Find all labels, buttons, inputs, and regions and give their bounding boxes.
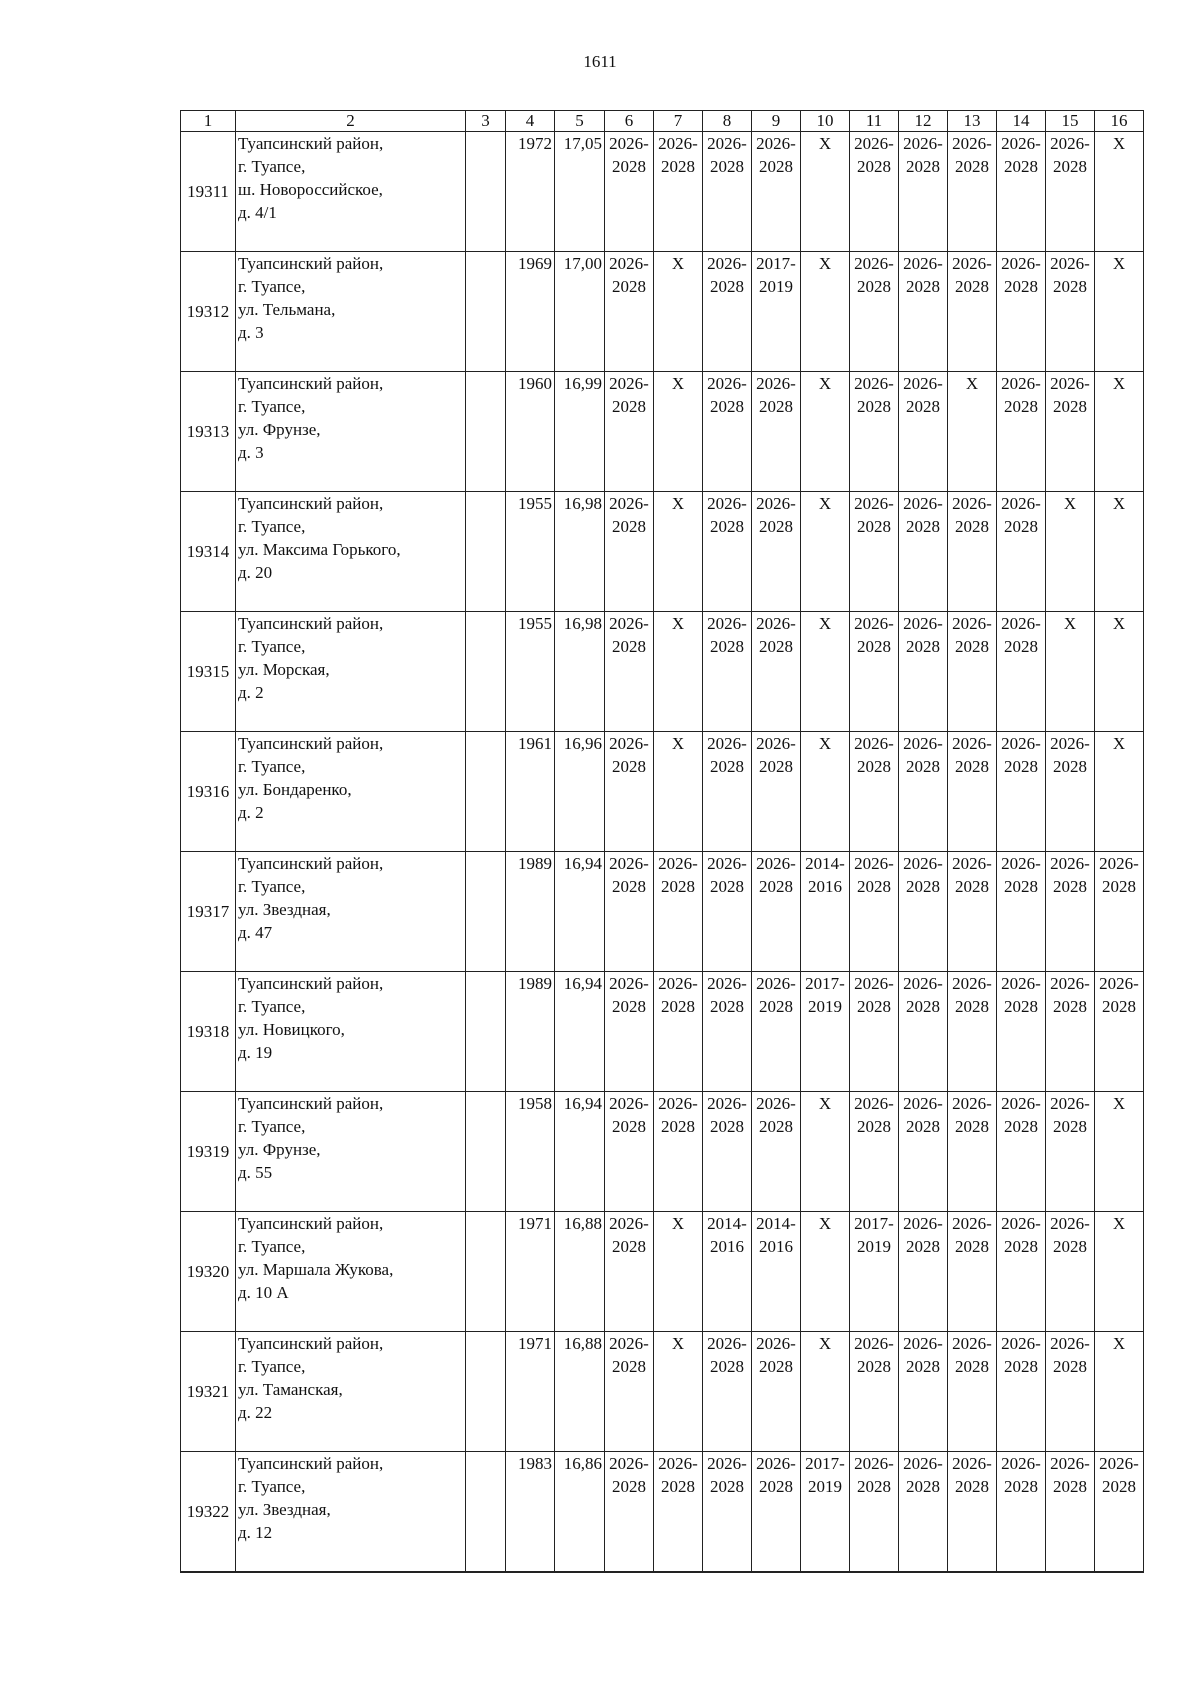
period-cell: 2026- 2028 bbox=[850, 1452, 899, 1572]
period-cell: 2026- 2028 bbox=[752, 372, 801, 492]
period-cell: 2017- 2019 bbox=[801, 972, 850, 1092]
address-line: д. 3 bbox=[238, 443, 264, 462]
address-cell bbox=[236, 1452, 466, 1572]
address-line: Туапсинский район, bbox=[238, 134, 384, 153]
period-cell: X bbox=[1095, 132, 1144, 252]
period-cell: 2026- 2028 bbox=[654, 1452, 703, 1572]
period-cell: 2026- 2028 bbox=[605, 1092, 654, 1212]
address-line: Туапсинский район, bbox=[238, 1094, 384, 1113]
period-cell: 2026- 2028 bbox=[752, 492, 801, 612]
period-cell: 2026- 2028 bbox=[654, 972, 703, 1092]
row-number: 19319 bbox=[181, 1092, 236, 1212]
column-header: 15 bbox=[1046, 111, 1095, 132]
period-cell: X bbox=[801, 1332, 850, 1452]
address-line: г. Туапсе, bbox=[238, 1237, 306, 1256]
period-cell: 2026- 2028 bbox=[605, 732, 654, 852]
period-cell: 2026- 2028 bbox=[703, 492, 752, 612]
row-number: 19317 bbox=[181, 852, 236, 972]
column-header: 9 bbox=[752, 111, 801, 132]
period-cell: X bbox=[1046, 612, 1095, 732]
table-row bbox=[181, 1332, 1144, 1452]
period-cell: 2026- 2028 bbox=[703, 372, 752, 492]
table-row bbox=[181, 132, 1144, 252]
column-3-cell bbox=[466, 1092, 506, 1212]
period-cell: 2026- 2028 bbox=[997, 852, 1046, 972]
period-cell: 2026- 2028 bbox=[850, 972, 899, 1092]
period-cell: 2026- 2028 bbox=[948, 252, 997, 372]
period-cell: 2026- 2028 bbox=[899, 972, 948, 1092]
column-header: 12 bbox=[899, 111, 948, 132]
table-row bbox=[181, 852, 1144, 972]
period-cell: 2026- 2028 bbox=[605, 852, 654, 972]
period-cell: X bbox=[801, 612, 850, 732]
period-cell: 2026- 2028 bbox=[703, 732, 752, 852]
period-cell: 2026- 2028 bbox=[703, 972, 752, 1092]
period-cell: 2026- 2028 bbox=[1046, 372, 1095, 492]
period-cell: X bbox=[1095, 372, 1144, 492]
year-cell: 1989 bbox=[506, 852, 555, 972]
address-line: д. 12 bbox=[238, 1523, 273, 1542]
address-cell bbox=[236, 732, 466, 852]
period-cell: 2026- 2028 bbox=[997, 492, 1046, 612]
address-line: Туапсинский район, bbox=[238, 494, 384, 513]
period-cell: 2026- 2028 bbox=[703, 612, 752, 732]
column-3-cell bbox=[466, 1332, 506, 1452]
period-cell: 2026- 2028 bbox=[899, 132, 948, 252]
table-row bbox=[181, 1092, 1144, 1212]
period-cell: X bbox=[654, 732, 703, 852]
address-line: г. Туапсе, bbox=[238, 1477, 306, 1496]
address-line: д. 19 bbox=[238, 1043, 273, 1062]
period-cell: X bbox=[654, 1212, 703, 1332]
table-row bbox=[181, 1452, 1144, 1572]
period-cell: X bbox=[654, 1332, 703, 1452]
period-cell: 2026- 2028 bbox=[752, 732, 801, 852]
period-cell: 2026- 2028 bbox=[605, 972, 654, 1092]
address-cell bbox=[236, 1212, 466, 1332]
period-cell: 2026- 2028 bbox=[1046, 252, 1095, 372]
row-number: 19313 bbox=[181, 372, 236, 492]
period-cell: X bbox=[654, 252, 703, 372]
value-cell: 16,96 bbox=[555, 732, 605, 852]
address-line: Туапсинский район, bbox=[238, 854, 384, 873]
period-cell: X bbox=[654, 492, 703, 612]
period-cell: 2026- 2028 bbox=[850, 252, 899, 372]
period-cell: 2026- 2028 bbox=[1046, 1212, 1095, 1332]
period-cell: 2026- 2028 bbox=[997, 972, 1046, 1092]
address-line: д. 2 bbox=[238, 683, 264, 702]
period-cell: 2026- 2028 bbox=[899, 1452, 948, 1572]
address-line: д. 3 bbox=[238, 323, 264, 342]
row-number: 19322 bbox=[181, 1452, 236, 1572]
period-cell: X bbox=[654, 372, 703, 492]
address-line: Туапсинский район, bbox=[238, 374, 384, 393]
column-header: 4 bbox=[506, 111, 555, 132]
period-cell: 2026- 2028 bbox=[752, 972, 801, 1092]
period-cell: X bbox=[1095, 732, 1144, 852]
table-row bbox=[181, 732, 1144, 852]
address-cell bbox=[236, 1332, 466, 1452]
address-line: г. Туапсе, bbox=[238, 157, 306, 176]
period-cell: 2026- 2028 bbox=[997, 1092, 1046, 1212]
column-header: 1 bbox=[181, 111, 236, 132]
period-cell: 2026- 2028 bbox=[850, 612, 899, 732]
address-line: д. 10 А bbox=[238, 1283, 289, 1302]
address-cell bbox=[236, 852, 466, 972]
period-cell: X bbox=[948, 372, 997, 492]
value-cell: 16,98 bbox=[555, 492, 605, 612]
table-row bbox=[181, 1212, 1144, 1332]
period-cell: 2017- 2019 bbox=[752, 252, 801, 372]
year-cell: 1983 bbox=[506, 1452, 555, 1572]
value-cell: 16,94 bbox=[555, 852, 605, 972]
address-line: г. Туапсе, bbox=[238, 757, 306, 776]
table-body bbox=[181, 132, 1144, 1572]
address-line: Туапсинский район, bbox=[238, 1454, 384, 1473]
period-cell: 2026- 2028 bbox=[752, 132, 801, 252]
period-cell: X bbox=[1095, 1212, 1144, 1332]
table-row bbox=[181, 972, 1144, 1092]
column-header: 3 bbox=[466, 111, 506, 132]
address-cell bbox=[236, 972, 466, 1092]
column-3-cell bbox=[466, 1212, 506, 1332]
row-number: 19318 bbox=[181, 972, 236, 1092]
column-3-cell bbox=[466, 252, 506, 372]
address-line: Туапсинский район, bbox=[238, 974, 384, 993]
period-cell: 2026- 2028 bbox=[654, 1092, 703, 1212]
period-cell: 2026- 2028 bbox=[899, 732, 948, 852]
period-cell: 2026- 2028 bbox=[997, 732, 1046, 852]
period-cell: 2026- 2028 bbox=[997, 612, 1046, 732]
address-line: г. Туапсе, bbox=[238, 397, 306, 416]
value-cell: 17,00 bbox=[555, 252, 605, 372]
year-cell: 1961 bbox=[506, 732, 555, 852]
period-cell: 2026- 2028 bbox=[850, 492, 899, 612]
address-cell bbox=[236, 612, 466, 732]
period-cell: X bbox=[801, 1092, 850, 1212]
period-cell: 2026- 2028 bbox=[899, 372, 948, 492]
address-cell bbox=[236, 1092, 466, 1212]
address-line: г. Туапсе, bbox=[238, 997, 306, 1016]
address-line: ш. Новороссийское, bbox=[238, 180, 383, 199]
period-cell: 2026- 2028 bbox=[899, 492, 948, 612]
column-header: 11 bbox=[850, 111, 899, 132]
value-cell: 17,05 bbox=[555, 132, 605, 252]
period-cell: 2026- 2028 bbox=[1095, 852, 1144, 972]
period-cell: 2026- 2028 bbox=[703, 1452, 752, 1572]
column-3-cell bbox=[466, 732, 506, 852]
period-cell: 2026- 2028 bbox=[899, 612, 948, 732]
period-cell: 2026- 2028 bbox=[1046, 852, 1095, 972]
period-cell: X bbox=[1046, 492, 1095, 612]
address-line: ул. Фрунзе, bbox=[238, 1140, 321, 1159]
period-cell: 2026- 2028 bbox=[605, 1212, 654, 1332]
period-cell: 2026- 2028 bbox=[1046, 1332, 1095, 1452]
address-cell bbox=[236, 132, 466, 252]
period-cell: 2026- 2028 bbox=[605, 1332, 654, 1452]
period-cell: 2026- 2028 bbox=[997, 1332, 1046, 1452]
year-cell: 1955 bbox=[506, 612, 555, 732]
period-cell: X bbox=[801, 252, 850, 372]
address-line: г. Туапсе, bbox=[238, 637, 306, 656]
period-cell: X bbox=[1095, 252, 1144, 372]
period-cell: 2014- 2016 bbox=[752, 1212, 801, 1332]
period-cell: 2026- 2028 bbox=[703, 852, 752, 972]
period-cell: 2026- 2028 bbox=[605, 372, 654, 492]
document-table-wrapper bbox=[180, 110, 1144, 1573]
period-cell: 2026- 2028 bbox=[1046, 1092, 1095, 1212]
year-cell: 1971 bbox=[506, 1212, 555, 1332]
period-cell: 2026- 2028 bbox=[1046, 732, 1095, 852]
period-cell: 2026- 2028 bbox=[948, 132, 997, 252]
value-cell: 16,88 bbox=[555, 1332, 605, 1452]
address-line: Туапсинский район, bbox=[238, 1214, 384, 1233]
address-cell bbox=[236, 372, 466, 492]
period-cell: 2026- 2028 bbox=[605, 1452, 654, 1572]
period-cell: X bbox=[654, 612, 703, 732]
period-cell: 2026- 2028 bbox=[752, 1452, 801, 1572]
period-cell: 2017- 2019 bbox=[801, 1452, 850, 1572]
table-row bbox=[181, 372, 1144, 492]
column-header: 5 bbox=[555, 111, 605, 132]
address-line: г. Туапсе, bbox=[238, 1357, 306, 1376]
period-cell: 2026- 2028 bbox=[850, 1332, 899, 1452]
column-header: 16 bbox=[1095, 111, 1144, 132]
period-cell: 2026- 2028 bbox=[605, 492, 654, 612]
table-row bbox=[181, 252, 1144, 372]
period-cell: 2026- 2028 bbox=[850, 852, 899, 972]
period-cell: 2026- 2028 bbox=[1046, 1452, 1095, 1572]
period-cell: X bbox=[801, 1212, 850, 1332]
year-cell: 1958 bbox=[506, 1092, 555, 1212]
row-number: 19315 bbox=[181, 612, 236, 732]
period-cell: 2026- 2028 bbox=[703, 1092, 752, 1212]
column-3-cell bbox=[466, 492, 506, 612]
address-line: ул. Бондаренко, bbox=[238, 780, 352, 799]
address-line: ул. Фрунзе, bbox=[238, 420, 321, 439]
period-cell: 2026- 2028 bbox=[899, 1332, 948, 1452]
period-cell: 2026- 2028 bbox=[948, 1092, 997, 1212]
address-line: Туапсинский район, bbox=[238, 1334, 384, 1353]
address-line: д. 2 bbox=[238, 803, 264, 822]
column-header: 2 bbox=[236, 111, 466, 132]
column-3-cell bbox=[466, 1452, 506, 1572]
period-cell: 2026- 2028 bbox=[899, 252, 948, 372]
period-cell: 2026- 2028 bbox=[997, 1452, 1046, 1572]
address-cell bbox=[236, 492, 466, 612]
address-line: ул. Таманская, bbox=[238, 1380, 343, 1399]
table-row bbox=[181, 612, 1144, 732]
period-cell: 2014- 2016 bbox=[801, 852, 850, 972]
address-line: ул. Тельмана, bbox=[238, 300, 336, 319]
column-3-cell bbox=[466, 612, 506, 732]
period-cell: X bbox=[1095, 1092, 1144, 1212]
period-cell: 2026- 2028 bbox=[997, 372, 1046, 492]
column-3-cell bbox=[466, 372, 506, 492]
period-cell: 2026- 2028 bbox=[850, 732, 899, 852]
period-cell: 2026- 2028 bbox=[752, 612, 801, 732]
page-number: 1611 bbox=[583, 52, 617, 71]
period-cell: 2026- 2028 bbox=[703, 1332, 752, 1452]
column-header: 10 bbox=[801, 111, 850, 132]
address-line: ул. Звездная, bbox=[238, 900, 331, 919]
year-cell: 1955 bbox=[506, 492, 555, 612]
year-cell: 1971 bbox=[506, 1332, 555, 1452]
period-cell: 2014- 2016 bbox=[703, 1212, 752, 1332]
address-line: г. Туапсе, bbox=[238, 877, 306, 896]
column-3-cell bbox=[466, 132, 506, 252]
period-cell: 2026- 2028 bbox=[850, 1092, 899, 1212]
value-cell: 16,88 bbox=[555, 1212, 605, 1332]
row-number: 19320 bbox=[181, 1212, 236, 1332]
period-cell: 2026- 2028 bbox=[997, 1212, 1046, 1332]
column-number-row bbox=[181, 111, 1144, 132]
row-number: 19311 bbox=[181, 132, 236, 252]
column-header: 13 bbox=[948, 111, 997, 132]
address-line: д. 4/1 bbox=[238, 203, 277, 222]
address-line: д. 20 bbox=[238, 563, 273, 582]
period-cell: 2026- 2028 bbox=[703, 132, 752, 252]
period-cell: 2026- 2028 bbox=[1046, 972, 1095, 1092]
address-line: г. Туапсе, bbox=[238, 517, 306, 536]
value-cell: 16,94 bbox=[555, 972, 605, 1092]
period-cell: 2026- 2028 bbox=[654, 132, 703, 252]
address-line: ул. Максима Горького, bbox=[238, 540, 401, 559]
period-cell: 2026- 2028 bbox=[948, 1212, 997, 1332]
period-cell: X bbox=[1095, 1332, 1144, 1452]
period-cell: 2026- 2028 bbox=[948, 612, 997, 732]
column-header: 6 bbox=[605, 111, 654, 132]
address-line: д. 22 bbox=[238, 1403, 273, 1422]
period-cell: 2026- 2028 bbox=[899, 852, 948, 972]
column-header: 8 bbox=[703, 111, 752, 132]
address-line: Туапсинский район, bbox=[238, 734, 384, 753]
period-cell: 2026- 2028 bbox=[1046, 132, 1095, 252]
period-cell: 2026- 2028 bbox=[948, 732, 997, 852]
period-cell: 2026- 2028 bbox=[1095, 1452, 1144, 1572]
year-cell: 1989 bbox=[506, 972, 555, 1092]
year-cell: 1972 bbox=[506, 132, 555, 252]
value-cell: 16,98 bbox=[555, 612, 605, 732]
address-cell bbox=[236, 252, 466, 372]
address-line: Туапсинский район, bbox=[238, 614, 384, 633]
period-cell: 2026- 2028 bbox=[1095, 972, 1144, 1092]
period-cell: 2026- 2028 bbox=[850, 372, 899, 492]
period-cell: X bbox=[1095, 492, 1144, 612]
column-3-cell bbox=[466, 972, 506, 1092]
address-line: д. 55 bbox=[238, 1163, 273, 1182]
column-3-cell bbox=[466, 852, 506, 972]
period-cell: 2026- 2028 bbox=[752, 1332, 801, 1452]
period-cell: X bbox=[801, 372, 850, 492]
period-cell: X bbox=[801, 492, 850, 612]
period-cell: 2026- 2028 bbox=[997, 132, 1046, 252]
period-cell: 2026- 2028 bbox=[850, 132, 899, 252]
row-number: 19316 bbox=[181, 732, 236, 852]
value-cell: 16,86 bbox=[555, 1452, 605, 1572]
document-table bbox=[180, 110, 1144, 1573]
address-line: г. Туапсе, bbox=[238, 1117, 306, 1136]
value-cell: 16,94 bbox=[555, 1092, 605, 1212]
period-cell: 2026- 2028 bbox=[948, 1452, 997, 1572]
period-cell: 2026- 2028 bbox=[654, 852, 703, 972]
period-cell: X bbox=[801, 132, 850, 252]
column-header: 14 bbox=[997, 111, 1046, 132]
year-cell: 1969 bbox=[506, 252, 555, 372]
period-cell: 2026- 2028 bbox=[948, 492, 997, 612]
period-cell: X bbox=[801, 732, 850, 852]
period-cell: X bbox=[1095, 612, 1144, 732]
address-line: ул. Звездная, bbox=[238, 1500, 331, 1519]
period-cell: 2026- 2028 bbox=[605, 252, 654, 372]
address-line: д. 47 bbox=[238, 923, 273, 942]
period-cell: 2026- 2028 bbox=[605, 612, 654, 732]
table-row bbox=[181, 492, 1144, 612]
period-cell: 2017- 2019 bbox=[850, 1212, 899, 1332]
period-cell: 2026- 2028 bbox=[997, 252, 1046, 372]
period-cell: 2026- 2028 bbox=[703, 252, 752, 372]
period-cell: 2026- 2028 bbox=[948, 852, 997, 972]
period-cell: 2026- 2028 bbox=[752, 1092, 801, 1212]
row-number: 19314 bbox=[181, 492, 236, 612]
year-cell: 1960 bbox=[506, 372, 555, 492]
value-cell: 16,99 bbox=[555, 372, 605, 492]
address-line: ул. Новицкого, bbox=[238, 1020, 345, 1039]
column-header: 7 bbox=[654, 111, 703, 132]
address-line: г. Туапсе, bbox=[238, 277, 306, 296]
period-cell: 2026- 2028 bbox=[948, 1332, 997, 1452]
address-line: ул. Морская, bbox=[238, 660, 330, 679]
address-line: ул. Маршала Жукова, bbox=[238, 1260, 394, 1279]
period-cell: 2026- 2028 bbox=[899, 1092, 948, 1212]
period-cell: 2026- 2028 bbox=[605, 132, 654, 252]
address-line: Туапсинский район, bbox=[238, 254, 384, 273]
period-cell: 2026- 2028 bbox=[752, 852, 801, 972]
period-cell: 2026- 2028 bbox=[899, 1212, 948, 1332]
row-number: 19321 bbox=[181, 1332, 236, 1452]
row-number: 19312 bbox=[181, 252, 236, 372]
period-cell: 2026- 2028 bbox=[948, 972, 997, 1092]
